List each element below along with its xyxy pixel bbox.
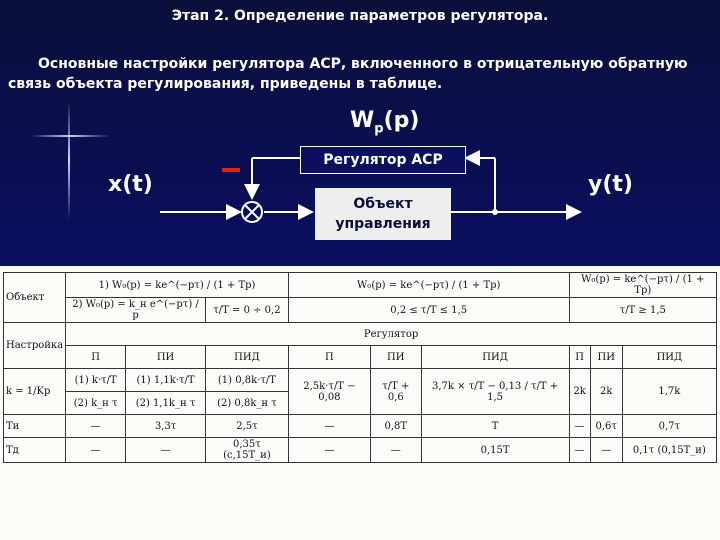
slide-title: Этап 2. Определение параметров регулятора. <box>171 8 549 24</box>
cell-td-6: 0,15T <box>421 438 569 463</box>
cell-k2-3: (2) 0,8k_н τ <box>205 392 288 415</box>
cell-k2-1: (2) k_н τ <box>66 392 126 415</box>
settings-table <box>3 272 717 463</box>
row-k-label: k = 1/Kp <box>4 369 66 415</box>
cell-td-2: — <box>126 438 206 463</box>
obj-formula-1b: W₀(p) = ke^(−pτ) / (1 + Tp) <box>288 273 569 298</box>
settings-header: Настройка <box>4 323 66 369</box>
type-3: ПИД <box>205 346 288 369</box>
cell-k-1: (1) k·τ/T <box>66 369 126 392</box>
type-6: ПИД <box>421 346 569 369</box>
regulator-header: Регулятор <box>66 323 717 346</box>
cell-ti-6: T <box>421 415 569 438</box>
cell-td-5: — <box>370 438 421 463</box>
cell-ti-9: 0,7τ <box>622 415 716 438</box>
cell-ti-7: — <box>569 415 590 438</box>
type-4: П <box>288 346 370 369</box>
cell-ti-8: 0,6τ <box>590 415 622 438</box>
cell-k-6: 3,7k × τ/T − 0,13 / τ/T + 1,5 <box>421 369 569 415</box>
cell-ti-4: — <box>288 415 370 438</box>
input-signal-label: x(t) <box>108 172 153 197</box>
object-line2: управления <box>335 216 431 232</box>
cell-td-7: — <box>569 438 590 463</box>
cell-k-2: (1) 1,1k·τ/T <box>126 369 206 392</box>
obj-formula-1: 1) W₀(p) = ke^(−pτ) / (1 + Tp) <box>66 273 289 298</box>
cell-ti-5: 0,8T <box>370 415 421 438</box>
obj-formula-2: 2) W₀(p) = k_н e^(−pτ) / p <box>66 298 206 323</box>
cond-2: 0,2 ≤ τ/T ≤ 1,5 <box>288 298 569 323</box>
wp-arg: (p) <box>383 108 420 133</box>
object-header: Объект <box>4 273 66 323</box>
obj-formula-1c: W₀(p) = ke^(−pτ) / (1 + Tp) <box>569 273 716 298</box>
cond-3: τ/T ≥ 1,5 <box>569 298 716 323</box>
cell-k-4: 2,5k·τ/T − 0,08 <box>288 369 370 415</box>
cell-ti-3: 2,5τ <box>205 415 288 438</box>
cell-ti-1: — <box>66 415 126 438</box>
cell-k2-2: (2) 1,1k_н τ <box>126 392 206 415</box>
cell-k-8: 2k <box>590 369 622 415</box>
cell-k-7: 2k <box>569 369 590 415</box>
type-5: ПИ <box>370 346 421 369</box>
type-9: ПИД <box>622 346 716 369</box>
summing-junction-icon <box>242 202 262 222</box>
cond-1: τ/T = 0 ÷ 0,2 <box>205 298 288 323</box>
cell-k-5: τ/T + 0,6 <box>370 369 421 415</box>
settings-table-image <box>0 266 720 540</box>
cell-td-9: 0,1τ (0,15T_и) <box>622 438 716 463</box>
cell-td-1: — <box>66 438 126 463</box>
cell-td-8: — <box>590 438 622 463</box>
wp-sub: р <box>374 121 384 137</box>
regulator-block: Регулятор АСР <box>300 146 466 174</box>
row-td-label: Tд <box>4 438 66 463</box>
cell-td-4: — <box>288 438 370 463</box>
wp-main: W <box>350 108 375 133</box>
cell-k-3: (1) 0,8k·τ/T <box>205 369 288 392</box>
branch-point <box>492 209 498 215</box>
type-2: ПИ <box>126 346 206 369</box>
cell-td-3: 0,35τ (с,15T_и) <box>205 438 288 463</box>
type-1: П <box>66 346 126 369</box>
row-ti-label: Tи <box>4 415 66 438</box>
type-7: П <box>569 346 590 369</box>
type-8: ПИ <box>590 346 622 369</box>
output-signal-label: y(t) <box>588 172 633 197</box>
intro-paragraph: Основные настройки регулятора АСР, включенного в отрицательную обратную связь объекта регулирования, приведены в таблице. <box>8 56 688 92</box>
object-block <box>315 188 451 240</box>
negative-feedback-sign <box>222 168 240 172</box>
cell-k-9: 1,7k <box>622 369 716 415</box>
object-line1: Объект <box>353 196 413 212</box>
cell-ti-2: 3,3τ <box>126 415 206 438</box>
